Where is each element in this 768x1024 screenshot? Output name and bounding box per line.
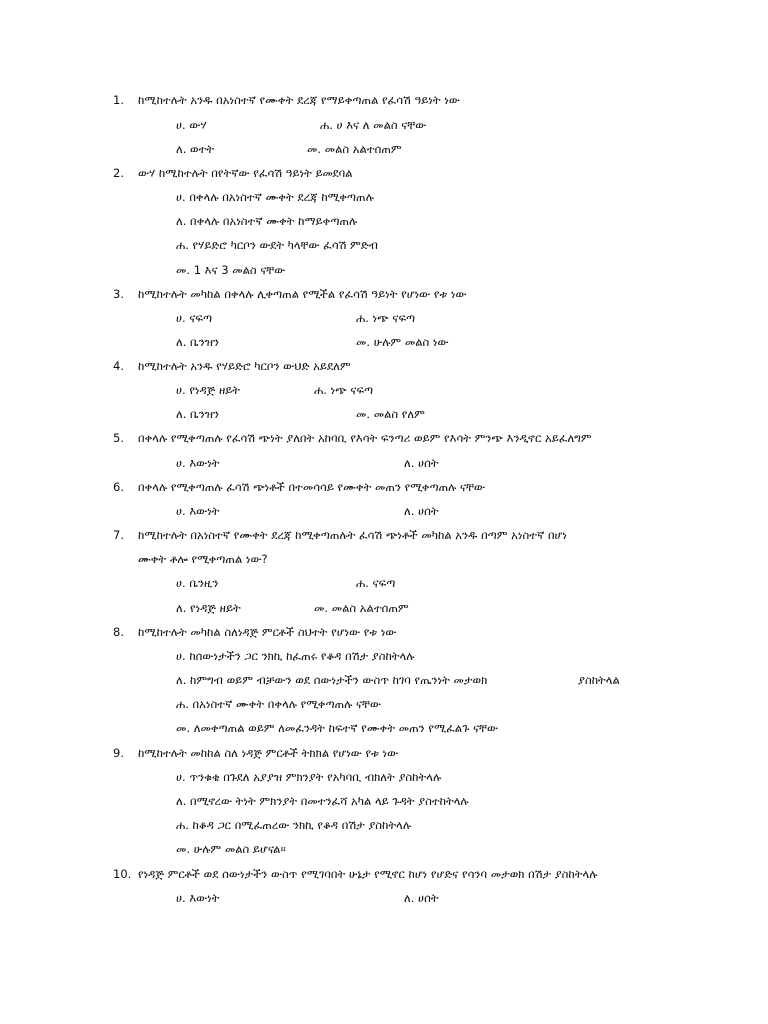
question-text: ከሚከተሉት መካከል በቀላሉ ሊቀጣጠል የሚችል የፈሳሽ ዓይነት የሆነው የቱ ነው (138, 287, 467, 301)
question-number: 2. (113, 166, 124, 180)
option: ለ. ሀሰት (404, 504, 439, 518)
option-continued: ያስከትላል (578, 673, 620, 687)
question-number: 9. (113, 746, 124, 760)
option: ሐ. የሃይድሮ ካርቦን ውደት ካላቸው ፈሳሽ ምድብ (176, 238, 378, 252)
question-number: 3. (113, 287, 124, 301)
option: ሀ. እውነት (176, 504, 220, 518)
question-number: 7. (113, 528, 124, 542)
option: ሀ. እውነት (176, 456, 220, 470)
question-number: 8. (113, 625, 124, 639)
option: ሀ. የነዳጅ ዘይት (176, 383, 241, 397)
question-number: 5. (113, 431, 124, 445)
option: ሐ. ሀ እና ለ መልስ ናቸው (320, 118, 427, 132)
option: ሀ. እውነት (176, 891, 220, 905)
question-number: 6. (113, 480, 124, 494)
option: ሐ. በአነስተኛ ሙቀት በቀላሉ የሚቀጣጠሉ ናቸው (176, 697, 382, 711)
option: ለ. የነዳጅ ዘይት (176, 601, 241, 615)
option: ለ. ሀሰት (404, 891, 439, 905)
option: ሐ. ናፍጣ (356, 576, 396, 590)
option: ሀ. ናፍጣ (176, 311, 213, 325)
option: መ. ለመቀጣጠል ወይም ለመፈንዳት ከፍተኛ የሙቀት መጠን የሚፈልጉ ናቸው (176, 721, 499, 735)
option: ሀ. ውሃ (176, 118, 207, 132)
question-text: ከሚከተሉት መከከል ስለ ነዳጅ ምርቶች ትክክል የሆነው የቱ ነው (138, 746, 399, 760)
option: ለ. ሀሰት (404, 456, 439, 470)
option: መ. መልስ አልተሰጠም (307, 142, 402, 156)
option: ለ. ቤንዝን (176, 335, 220, 349)
option: ሀ. ከሰውነታችን ጋር ንክኪ ከፈጠሩ የቆዳ በሽታ ያስከትላሉ (176, 649, 415, 663)
option: መ. መልስ የለም (356, 407, 425, 421)
option: ሀ. ጥንቁቄ በጉደለ አያያዝ ምክንያት የአካባቢ ብክለት ያስከትላሉ (176, 770, 442, 784)
question-text: ከሚከተሉት አንዱ የሃይድሮ ካርቦን ውህድ አይደለም (138, 359, 351, 373)
question-number: 1. (113, 93, 124, 107)
option: ለ. ከምግብ ወይም ብቻውን ወደ ሰውነታችን ውስጥ ከገባ የጤንነት መታወክ (176, 673, 488, 687)
question-number: 10. (113, 867, 132, 881)
option: ሐ. ነጭ ናፍጣ (314, 383, 374, 397)
option: ሐ. ነጭ ናፍጣ (356, 311, 416, 325)
question-text: ከሚከተሉት መካከል ስለነዳጅ ምርቶች ስህተት የሆነው የቱ ነው (138, 625, 397, 639)
option: ለ. ወተት (176, 142, 215, 156)
question-text: ከሚከተሉት በአነስተኛ የሙቀት ደረጃ ከሚቀጣጠሉት ፈሳሽ ጭነቶች መካከል አንዱ በጣም አነስተኛ በሆነ (138, 528, 567, 542)
option: ሀ. በቀላሉ በአነስተኛ ሙቀት ደረጃ ከሚቀጣጠሉ (176, 190, 374, 204)
question-text-continued: ሙቀት ቶሎ የሚቀጣጠል ነው? (138, 552, 268, 566)
option: ለ. ቤንዝን (176, 407, 220, 421)
question-number: 4. (113, 359, 124, 373)
question-text: በቀላሉ የሚቀጣጠሉ የፈሳሽ ጭነት ያለበት አከባቢ የእሳት ፍንጣሪ ወይም የእሳት ምንጭ እንዲኖር አይፈለግም (138, 431, 592, 445)
option: ሀ. ቤንዚን (176, 576, 219, 590)
option: መ. ሁሉም መልስ ይሆናል፡፡ (176, 842, 286, 856)
question-text: በቀላሉ የሚቀጣጠሉ ፈሳሽ ጭነቶች በተመሳሳይ የሙቀት መጠን የሚቀጣጠሉ ናቸው (138, 480, 486, 494)
option: ለ. በቀላሉ በአነስተኛ ሙቀት ከማይቀጣጠሉ (176, 214, 358, 228)
question-text: የነዳጅ ምርቶች ወደ ሰውነታችን ውስጥ የሚገባበት ሁኔታ የሚኖር ከሆነ የሆድና የሳንባ መታወክ በሽታ ያስከትላሉ (138, 867, 598, 881)
option: መ. መልስ አልተሰጠም (314, 601, 409, 615)
option: ለ. በሚኖረው ትነት ምክንያት በመተንፈሻ አካል ላይ ጉዳት ያስተከትላሉ (176, 794, 469, 808)
option: ሐ. ከቆዳ ጋር በሚፈጠረው ንክኪ የቆዳ በሽታ ያስከትላሉ (176, 818, 412, 832)
option: መ. ሁሉም መልስ ነው (356, 335, 449, 349)
option: መ. 1 እና 3 መልስ ናቸው (176, 263, 286, 277)
question-text: ውሃ ከሚከተሉት በየትኛው የፈሳሽ ዓይነት ይመደባል (138, 166, 353, 180)
question-text: ከሚከተሉት አንዱ በአነስተኛ የሙቀት ደረጃ የማይቀጣጠል የፈሳሽ ዓይነት ነው (138, 93, 460, 107)
